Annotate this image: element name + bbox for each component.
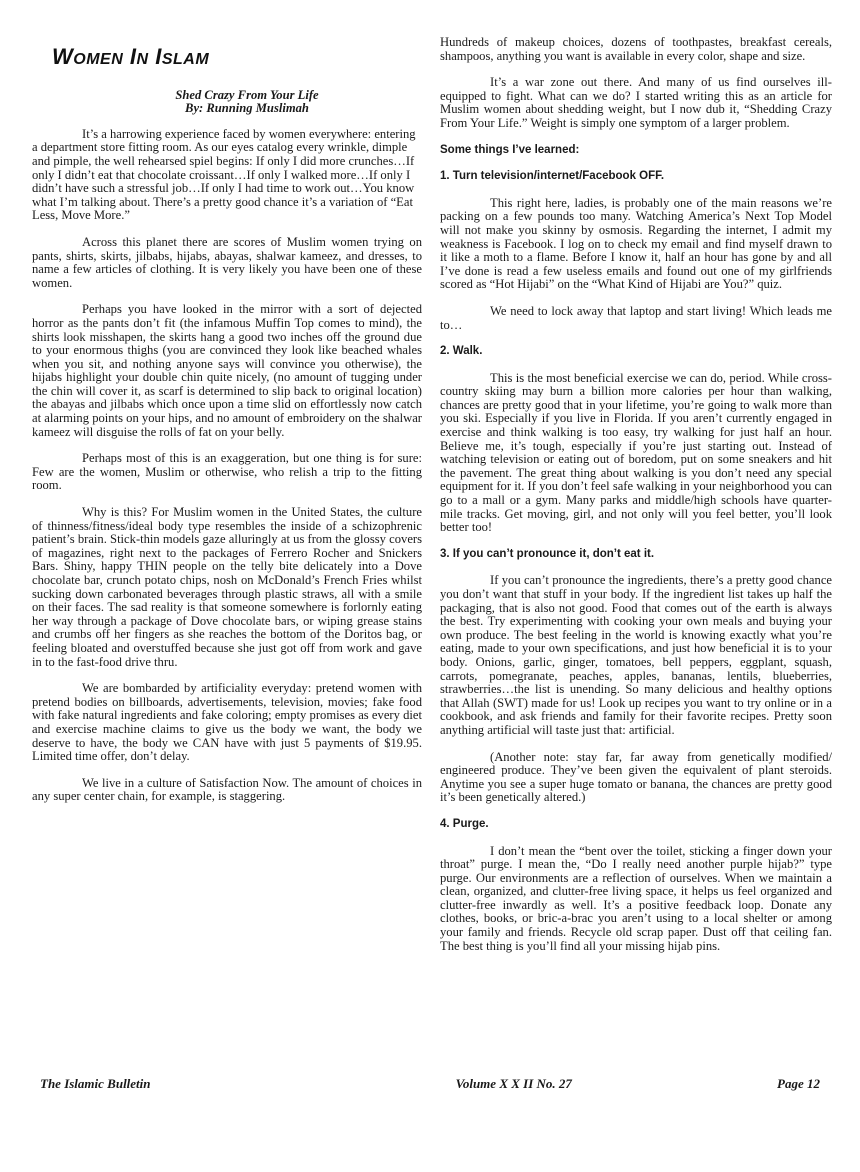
- paragraph: This right here, ladies, is probably one of the main reasons we’re packing on a few pounds too many. Watching America’s Next Top Model will not make you skinny by osmosis. Regarding the internet, I admit my weakness is Facebook. I log on to check my email and find myself drawn to it like a moth to a flame. Before I know it, half an hour has gone by and all I’ve done is read a few useless emails and found out one of my girlfriends scored as “Hot Hijabi” on the “What Kind of Hijabi are You?” quiz.: [440, 195, 832, 292]
- section-heading: 3. If you can’t pronounce it, don’t eat it.: [440, 547, 655, 560]
- title-part: I: [129, 44, 137, 69]
- title-part: W: [52, 44, 74, 69]
- paragraph: Why is this? For Muslim women in the United States, the culture of thinness/fitness/ideal body type resembles the inside of a schizophrenic patient’s brain. Stick-thin models gaze alluringly at us from the glossy covers of magazines, right next to the packages of Ferrero Rocher and Snickers Bars. Shiny, happy THIN people on the telly bite delicately into a Dove chocolate bar, crunch potato chips, nosh on McDonald’s French Fries whilst sucking down carbonated beverages through plastic straws, all with a smile on their faces. The sad reality is that someone somewhere is forlornly eating her way through a package of Dove chocolate bars, or wiping grease stains and crumbs off her fingers as she reaches the bottom of the Doritos bag, or feeling bloated and overstuffed because she just got off from work and gave in to the fast-food drive thru.: [32, 505, 422, 669]
- paragraph: Across this planet there are scores of Muslim women trying on pants, shirts, skirts, jilbabs, hijabs, abayas, shalwar kameez, and dresses, to name a few articles of clothing. It is very likely you have been one of these women.: [32, 234, 422, 290]
- byline: By: Running Muslimah: [185, 101, 309, 116]
- title-part: N: [136, 51, 149, 68]
- paragraph-text: It’s a harrowing experience faced by women everywhere: entering a department store fitting room. As our eyes catalog every wrinkle, dimple and pimple, the well rehearsed spiel begins: If only I did more crunches…If only I didn’t eat that chocolate croissant…If only I walked more…If only I didn’t have such a stressful job…If only I had time to work out…You know what I’m talking about. There’s a pretty good chance it’s a variation of “Eat Less, Move More.”: [32, 126, 416, 223]
- title-part: I: [155, 44, 162, 69]
- paragraph: We need to lock away that laptop and start living! Which leads me to…: [440, 303, 832, 332]
- paragraph: This is the most beneficial exercise we can do, period. While cross-country skiing may burn a billion more calories per hour than walking, chances are pretty good that in your lifetime, you’re going to walk more than you ski. Especially if you live in Florida. If you aren’t currently engaged in exercise and think walking is too easy, try walking for just half an hour. Believe me, it’s tough, especially if you’re just starting out. Instead of watching television or eating out of boredom, put on some sneakers and hit the pavement. The great thing about walking is you don’t need any special equipment for it. If you don’t feel safe walking in your neighborhood you can go to a mall or a gym. Many parks and middle/high schools have quarter-mile tracks. Get moving, girl, and not only will you feel better, you’ll look better too!: [440, 370, 832, 535]
- paragraph: It’s a war zone out there. And many of us find ourselves ill-equipped to fight. What can we do? I started writing this as an article for Muslim women about shedding weight, but I now dub it, “Shedding Crazy From Your Life.” Weight is simply one symptom of a larger problem.: [440, 75, 832, 130]
- article-title: [52, 44, 422, 69]
- paragraph: If you can’t pronounce the ingredients, there’s a pretty good chance you don’t want that stuff in your body. If the ingredient list takes up half the packaging, that is also not good. Food that comes out of the earth is always the best. Try experimenting with cooking your own meals and buying your own produce. The best feeling in the world is knowing exactly what you’re eating, made to your own specifications, and just how beneficial it is to your body. Onions, garlic, ginger, tomatoes, bell peppers, eggplant, squash, carrots, pomegranate, peaches, apples, bananas, lentils, blueberries, strawberries…the list is unending. So many delicious and healthy options that Allah (SWT) made for us! Look up recipes you want to try online or in a cookbook, and ask friends and family for their favorite recipes. Pretty soon anything artificial will taste just that: artificial.: [440, 573, 832, 737]
- section-heading: 4. Purge.: [440, 817, 489, 830]
- paragraph: We live in a culture of Satisfaction Now. The amount of choices in any super center chain, for example, is staggering.: [32, 775, 422, 804]
- section-heading: 1. Turn television/internet/Facebook OFF.: [440, 170, 665, 183]
- volume-number: Volume X X II No. 27: [455, 1076, 572, 1091]
- paragraph: Hundreds of makeup choices, dozens of toothpastes, breakfast cereals, shampoos, anything you want is available in every color, shape and size.: [440, 35, 832, 63]
- article-subtitle: [32, 89, 422, 116]
- publication-name: The Islamic Bulletin: [40, 1076, 151, 1091]
- section-heading: Some things I’ve learned:: [440, 143, 580, 156]
- paragraph: We are bombarded by artificiality everyday: pretend women with pretend bodies on billboards, advertisements, television, movies; fake food with fake natural ingredients and fake coloring; empty promises as every diet and exercise machine claims to give us the body we want, the body we deserve to have, the body we CAN have with just 5 payments of $19.95. Limited time offer, don’t delay.: [32, 681, 422, 764]
- paragraph: Perhaps most of this is an exaggeration, but one thing is for sure: Few are the women, Muslim or otherwise, who relish a trip to the fitting room.: [32, 451, 422, 493]
- page-footer: [40, 1076, 820, 1092]
- right-column: [440, 36, 832, 966]
- title-part: SLAM: [161, 51, 210, 68]
- subtitle-line: Shed Crazy From Your Life: [175, 87, 319, 102]
- paragraph: Perhaps you have looked in the mirror with a sort of dejected horror as the pants don’t fit (the infamous Muffin Top comes to mind), the shirts look misshapen, the skirts hang a good two inches off the ground due to your enormous thighs (you are convinced they look like beached whales when you sit, and nothing anyone says will convince you otherwise), the hijabs highlight your double chin quite nicely, (no amount of tugging under the chin will cover it, as scarf is determined to slip back to original location) the abayas and jilbabs which once upon a time slid on effortlessly now catch at alarming points on your hips, and no amount of embroidery on the shalwar kameez will disguise the rolls of fat on your belly.: [32, 302, 422, 439]
- paragraph: [32, 128, 422, 223]
- paragraph: I don’t mean the “bent over the toilet, sticking a finger down your throat” purge. I mean the, “Do I really need another purple hijab?” type purge. Our environments are a reflection of ourselves. When we maintain a clean, organized, and clutter-free living space, it helps us feel organized and clutter-free inwardly as well. It’s a positive feedback loop. Donate any clothes, books, or bric-a-brac you aren’t using to a local shelter or among your family and friends. Recycle old scrap paper. Dust off that ceiling fan. The best thing is you’ll find all your missing hijab pins.: [440, 843, 832, 953]
- title-part: OMEN: [73, 51, 124, 68]
- section-heading: 2. Walk.: [440, 345, 483, 358]
- left-column: [32, 36, 422, 817]
- page-number: Page 12: [777, 1076, 820, 1091]
- paragraph: (Another note: stay far, far away from genetically modified/ engineered produce. They’ve been given the equivalent of plant steroids. Anytime you see a super huge tomato or banana, the chances are pretty good it’s been genetically altered.): [440, 749, 832, 805]
